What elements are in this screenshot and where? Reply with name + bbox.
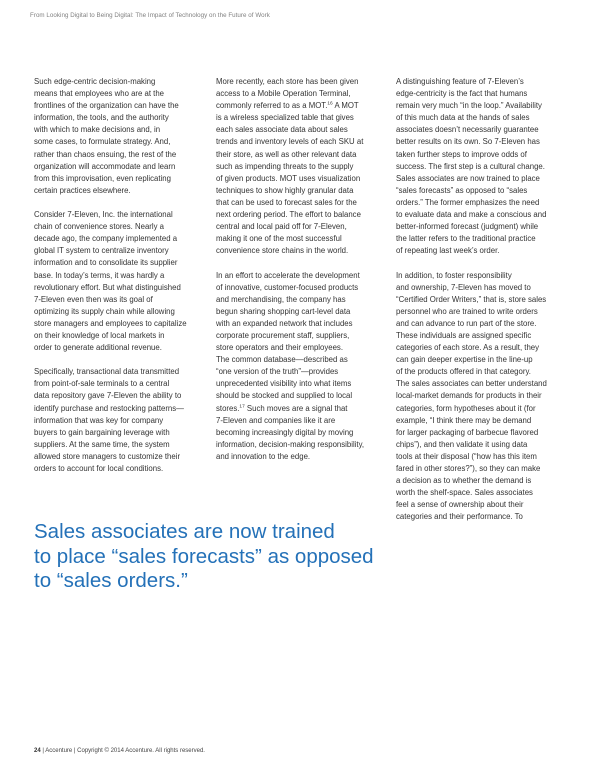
paragraph-humans-in-loop: A distinguishing feature of 7-Eleven’s edge-centricity is the fact that humans remain very much “in the loop.” Availability of this much data at the hands of sales associates doesn’t necessarily guarantee better results on its own. So 7-Eleven has taken further steps to improve odds of success. The first step is a cultural change. Sales associates are now trained to place “sales forecasts” as opposed to “sales orders.” The former emphasizes the need to evaluate data and make a conscious and better-informed forecast (judgment) while the latter refers to the traditional practice of repeating last week’s order. [396,77,547,256]
paragraph-mobile-operation-terminal [216,76,379,257]
footer-copyright: | Copyright © 2014 Accenture. All rights reserved. [72,748,205,754]
footer-separator: | [40,748,46,754]
page-number: 24 [34,748,41,754]
footnote-ref-17: 17 [239,404,245,410]
paragraph-cart-part-2: Such moves are a signal that 7-Eleven and companies like it are becoming increasingly digital by moving information, decision-making responsibility, and innovation to the edge. [216,403,365,461]
pull-quote: Sales associates are now trained to place “sales forecasts” as opposed to “sales orders.” [34,520,374,592]
text-column-3 [396,76,559,536]
footer-brand: Accenture [45,748,73,754]
paragraph-mot-part-1: More recently, each store has been given access to a Mobile Operation Terminal, commonly referred to as a MOT. [216,77,359,111]
page-footer [34,748,205,754]
paragraph-transactional-data: Specifically, transactional data transmitted from point-of-sale terminals to a central data repository gave 7-Eleven the ability to identify purchase and restocking patterns— information that was key for company buyers to gain bargaining leverage with suppliers. At the same time, the system allowed store managers to customize their orders to account for local conditions. [34,367,184,473]
paragraph-mot-part-2: A MOT is a wireless specialized table that gives each sales associate data about sales trends and inventory levels of each SKU at their store, as well as other relevant data such as impending threats to the supply of given products. MOT uses visualization techniques to show highly granular data that can be used to forecast sales for the next ordering period. The effort to balance central and local paid off for 7-Eleven, making it one of the most successful convenience store chains in the world. [216,101,364,256]
paragraph-shopping-cart-data [216,270,379,464]
running-header: From Looking Digital to Being Digital: The Impact of Technology on the Future of Work [30,12,270,19]
paragraph-cart-part-1: In an effort to accelerate the development of innovative, customer-focused products and merchandising, the company has begun sharing shopping cart-level data with an expanded network that includes corporate procurement staff, suppliers, store operators and their employees. The common database—described as “one version of the truth”—provides unprecedented visibility into what items should be stocked and supplied to local stores. [216,270,360,413]
text-column-2 [216,76,379,475]
paragraph-certified-order-writers: In addition, to foster responsibility and ownership, 7-Eleven has moved to “Certified Order Writers,” that is, store sales personnel who are trained to write orders and can advance to run part of the store. These individuals are assigned specific categories of each store. As a result, they can gain deeper expertise in the line-up of the products offered in that category. The sales associates can better understand local-market demands for products in their categories, form hypotheses about it (for example, “I think there may be demand for larger packaging of barbecue flavored chips”), and then validate it using data tools at their disposal (“how has this item fared in other stores?”), so they can make a decision as to whether the demand is worth the shelf-space. Sales associates feel a sense of ownership about their categories and their performance. To [396,270,547,522]
text-column-1 [34,76,197,487]
paragraph-7-eleven-intro: Consider 7-Eleven, Inc. the international chain of convenience stores. Nearly a decade ago, the company implemented a global IT system to centralize inventory information and to consolidate its supplier base. In today’s terms, it was hardly a revolutionary effort. But what distinguished 7-Eleven even then was its goal of optimizing its supply chain while allowing store managers and employees to capitalize on their knowledge of local markets in order to generate additional revenue. [34,210,187,353]
paragraph-edge-centric: Such edge-centric decision-making means that employees who are at the frontlines of the organization can have the information, the tools, and the authority with which to make decisions and, in some cases, to formulate strategy. And, rather than chaos ensuing, the rest of the organization will accommodate and learn from this improvisation, even replicating certain practices elsewhere. [34,77,179,195]
footnote-ref-16: 16 [327,101,333,107]
